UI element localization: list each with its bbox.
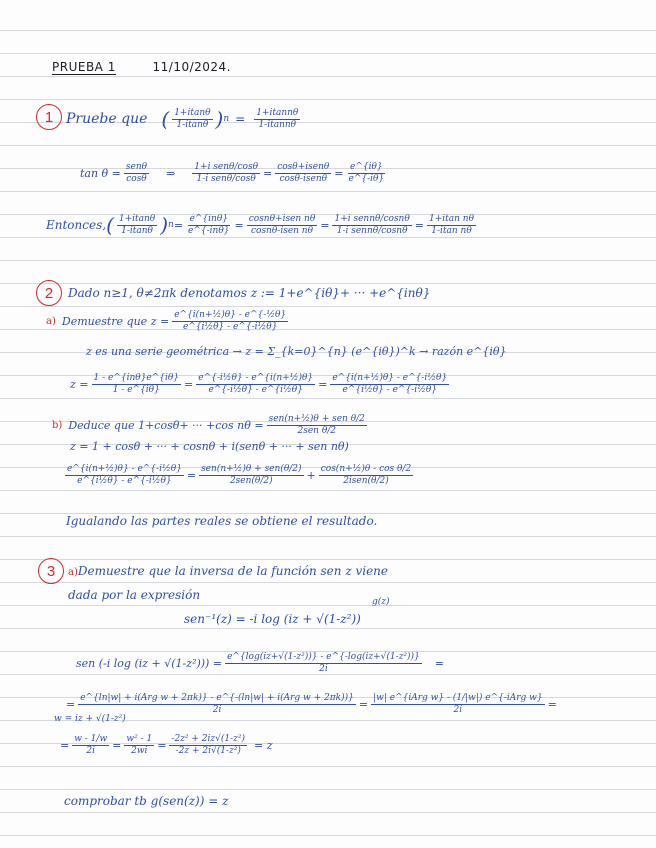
page-header xyxy=(52,60,231,74)
p2b-expansion: z = 1 + cosθ + ··· + cosnθ + i(senθ + ··· + sen nθ) xyxy=(70,440,349,453)
p3-step-2: = $\frac{\text{e\textasciicircum{}\{ln|w| + i(Arg w + 2πk)\} - e\textasciicircum{}\{-(ln|w| + i(Arg w + 2πk))\}}}{2i}$ = $\frac{\text{|w| e\textasciicircum{}\{iArg w\} - (1/|w|) e\textasciicircum{}\{-iArg w\}}}{2i}$ = xyxy=(66,693,557,715)
problem-3-line-1: a)Demuestre que la inversa de la función sen z viene xyxy=(68,564,388,578)
p2b-conclusion: Igualando las partes reales se obtiene el resultado. xyxy=(66,514,378,528)
p2a-statement: a) Demuestre que z = $\frac{\text{e\textasciicircum{}\{i(n+½)θ\} - e\textasciicircum{}\{-½θ\}}}{\text{e\textasciicircum{}\{i½θ\} - e\textasciicircum{}\{-i½θ\}}}$ xyxy=(46,310,287,332)
problem-1-statement: Pruebe que ( $\frac{1+itan\theta}{1-itan\theta}$ ) n = $\frac{1+itann\theta}{1-itann\theta}$ xyxy=(66,107,299,131)
p2a-geometric-series: z es una serie geométrica → z = Σ_{k=0}^{n} (e^{iθ})^k → razón e^{iθ} xyxy=(86,345,507,358)
problem-1-intro: Pruebe que xyxy=(66,111,148,127)
problem-2-statement: Dado n≥1, θ≠2πk denotamos z := 1+e^{iθ}+ ··· +e^{inθ} xyxy=(68,286,431,300)
problem-3-badge: 3 xyxy=(38,558,64,584)
p3-verify-note: comprobar tb g(sen(z)) = z xyxy=(64,794,229,808)
problem-3-line-2: dada por la expresión xyxy=(68,588,201,602)
problem-1-badge: 1 xyxy=(36,104,62,130)
p2b-derivation: $\frac{\text{e\textasciicircum{}\{i(n+½)θ\} - e\textasciicircum{}\{-i½θ\}}}{\text{e\textasciicircum{}\{i½θ\} - e\textasciicircum{}\{-i½θ\}}}$ = $\frac{\text{sen(n+½)θ + sen(θ/2)}}{\text{2sen(θ/2)}}$ + $\frac{\text{cos(n+½)θ - cos θ/2}}{\text{2isen(θ/2)}}$ xyxy=(67,464,412,486)
p1-conclusion: Entonces, ( $\frac{1+itan\theta}{1-itan\theta}$ ) n = $\frac{\text{e\textasciicircum{}\{inθ\}}}{\text{e\textasciicircum{}\{-inθ\}}}$ = $\frac{\text{cosnθ+isen nθ}}{\text{cosnθ-isen nθ}}$ = $\frac{\text{1+i sennθ/cosnθ}}{\text{1-i sennθ/cosnθ}}$ = $\frac{\text{1+itan nθ}}{\text{1-itan nθ}}$ xyxy=(46,213,474,237)
g-of-z-annotation: g(z) xyxy=(372,597,390,607)
p2a-label: a) xyxy=(46,315,56,327)
problem-2-badge: 2 xyxy=(36,280,62,306)
p1-lhs-fraction: $\frac{1+itan\theta}{1-itan\theta}$ xyxy=(174,108,211,130)
arcsin-formula: sen⁻¹(z) = -i log (iz + √(1-z²)) xyxy=(184,612,361,626)
exam-date: 11/10/2024. xyxy=(152,60,231,74)
p2a-derivation: z = $\frac{\text{1 - e\textasciicircum{}\{inθ\}e\textasciicircum{}\{iθ\}}}{1 - e\^{}\{i\theta\}}$ = $\frac{\text{e\textasciicircum{}\{-i½θ\} - e\textasciicircum{}\{i(n+½)θ\}}}{\text{e\textasciicircum{}\{-i½θ\} - e\textasciicircum{}\{i½θ\}}}$ = $\frac{\text{e\textasciicircum{}\{i(n+½)θ\} - e\textasciicircum{}\{-i½θ\}}}{\text{e\textasciicircum{}\{i½θ\} - e\textasciicircum{}\{-i½θ\}}}$ xyxy=(70,373,448,395)
p2b-label: b) xyxy=(52,419,63,431)
p3a-label: a) xyxy=(68,567,78,578)
w-substitution: w = iz + √(1-z²) xyxy=(54,714,126,724)
p3-step-3: = $\frac{w - 1/w}{2i}$ = $\frac{\text{w² - 1}}{2wi}$ = $\frac{\text{-2z² + 2iz√(1-z²)}}{\text{-2z + 2i√(1-z²)}}$ = z xyxy=(60,734,273,756)
p2b-statement: b) Deduce que 1+cosθ+ ··· +cos nθ = $\frac{\text{sen(n+½)θ + sen θ/2}}{\text{2sen θ/2}}$ xyxy=(52,414,365,436)
p1-rhs-fraction: $\frac{1+itann\theta}{1-itann\theta}$ xyxy=(256,108,299,130)
p3-step-1: sen (-i log (iz + √(1-z²))) = $\frac{\text{e\textasciicircum{}\{log(iz+√(1-z²))\} - e\textasciicircum{}\{-log(iz+√(1-z²))\}}}{2i}$ = xyxy=(76,652,444,674)
p1-tan-derivation: tan θ = $\frac{\text{senθ}}{\cos\theta}$ ⇒ $\frac{\text{1+i senθ/cosθ}}{\text{1-i senθ/cosθ}}$ = $\frac{\text{cosθ+isenθ}}{\text{cosθ-isenθ}}$ = $\frac{e\^{}\{i\theta\}}{e\^{}\{-i\theta\}}$ xyxy=(80,162,385,184)
exam-title: PRUEBA 1 xyxy=(52,60,116,74)
